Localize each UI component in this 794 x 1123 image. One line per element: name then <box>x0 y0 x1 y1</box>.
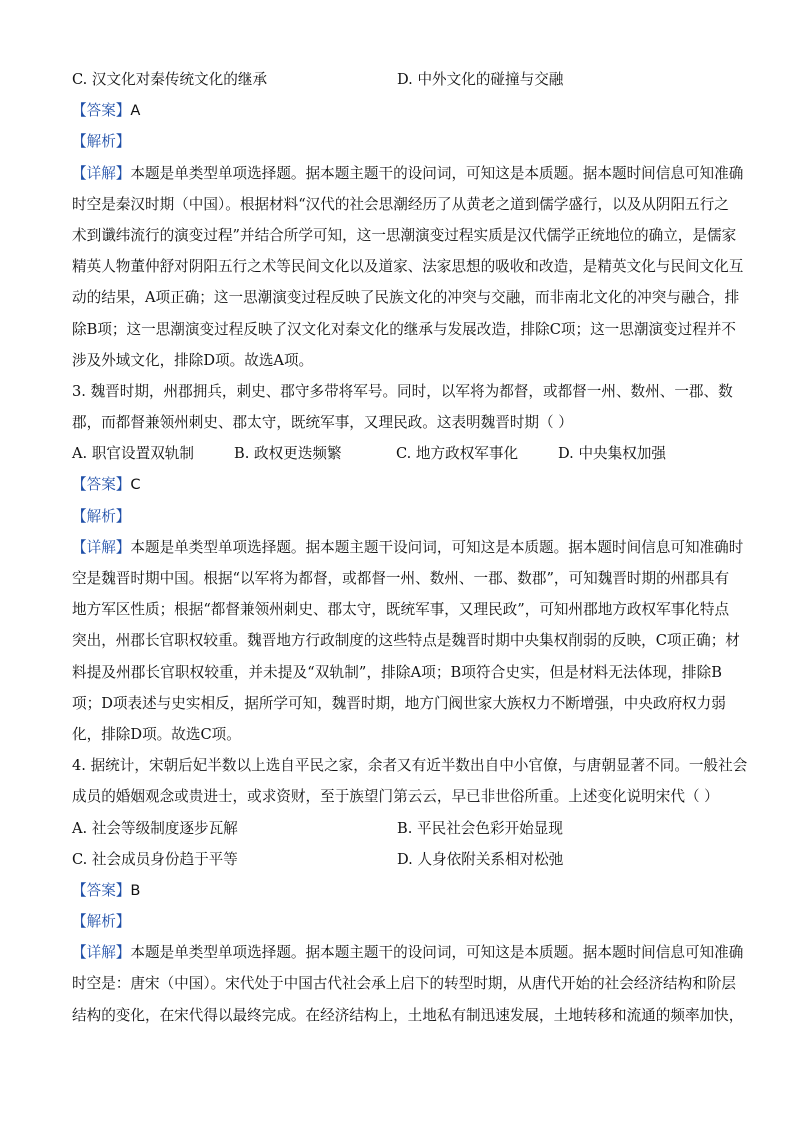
q3-options-row <box>72 438 722 469</box>
q4-detail-line: 结构的变化，在宋代得以最终完成。在经济结构上，土地私有制迅速发展，土地转移和流通的频率加快， <box>72 1006 744 1024</box>
answer-value: B <box>130 881 141 899</box>
q2-detail-line: 时空是秦汉时期（中国）。根据材料“汉代的社会思潮经历了从黄老之道到儒学盛行，以及从阴阳五行之 <box>72 195 729 213</box>
q4-answer <box>72 875 722 906</box>
q2-answer <box>72 95 722 126</box>
q2-option-c: C. 汉文化对秦传统文化的继承 <box>72 71 268 88</box>
q3-detail-line: 【详解】本题是单类型单项选择题。据本题主题干设问词，可知这是本质题。据本题时间信息可知准确时 <box>72 538 744 556</box>
q3-stem-line: 郡，而都督兼领州刺史、郡太守，既统军事，又理民政。这表明魏晋时期（ ） <box>72 414 573 432</box>
answer-value: A <box>130 102 141 120</box>
q2-detail-line: 动的结果，A项正确；这一思潮演变过程反映了民族文化的冲突与交融，而非南北文化的冲突与融合，排 <box>72 289 740 307</box>
q3-option-a: A. 职官设置双轨制 <box>72 445 194 463</box>
q3-detail-line: 化，排除D项。故选C项。 <box>72 725 241 743</box>
q4-options-row-2 <box>72 844 722 875</box>
q4-stem-line: 4. 据统计，宋朝后妃半数以上选自平民之家，余者又有近半数出自中小官僚，与唐朝显著不同。一般社会 <box>72 757 748 775</box>
analysis-tag: 【解析】 <box>72 913 131 931</box>
q4-option-d: D. 人身依附关系相对松弛 <box>397 850 564 868</box>
q2-detail-line: 涉及外域文化，排除D项。故选A项。 <box>72 351 314 369</box>
q3-detail-line: 地方军区性质；根据“都督兼领州刺史、郡太守，既统军事，又理民政”，可知州郡地方政权军事化特点 <box>72 601 730 619</box>
q2-detail-line: 【详解】本题是单类型单项选择题。据本题主题干的设问词，可知这是本质题。据本题时间信息可知准确 <box>72 164 744 182</box>
q2-detail-line: 精英人物董仲舒对阴阳五行之术等民间文化以及道家、法家思想的吸收和改造，是精英文化与民间文化互 <box>72 258 744 276</box>
q3-detail-line: 突出，州郡长官职权较重。魏晋地方行政制度的这些特点是魏晋时期中央集权削弱的反映，C项正确；材 <box>72 632 740 650</box>
q2-options-row <box>72 64 722 95</box>
q3-detail-line: 空是魏晋时期中国。根据“以军将为都督，或都督一州、数州、一郡、数郡”，可知魏晋时期的州郡具有 <box>72 570 730 587</box>
q4-options-row-1 <box>72 813 722 844</box>
answer-tag: 【答案】 <box>72 881 131 899</box>
q4-detail-line: 【详解】本题是单类型单项选择题。据本题主题干的设问词，可知这是本质题。据本题时间信息可知准确 <box>72 944 744 962</box>
analysis-tag: 【解析】 <box>72 133 131 151</box>
q3-analysis-heading <box>72 501 722 532</box>
q2-option-d: D. 中外文化的碰撞与交融 <box>397 71 564 88</box>
q2-detail-line: 除B项；这一思潮演变过程反映了汉文化对秦文化的继承与发展改造，排除C项；这一思潮演变过程并不 <box>72 320 737 338</box>
answer-value: C <box>130 476 141 494</box>
q3-answer <box>72 469 722 500</box>
exam-page <box>72 64 748 1031</box>
q4-detail-line: 时空是：唐宋（中国）。宋代处于中国古代社会承上启下的转型时期，从唐代开始的社会经济结构和阶层 <box>72 975 737 993</box>
q3-option-c: C. 地方政权军事化 <box>396 445 519 463</box>
detail-tag: 【详解】 <box>72 944 131 962</box>
q3-detail-line: 项；D项表述与史实相反，据所学可知，魏晋时期，地方门阀世家大族权力不断增强，中央政府权力弱 <box>72 694 726 712</box>
q3-detail-line: 料提及州郡长官职权较重，并未提及“双轨制”，排除A项；B项符合史实，但是材料无法体现，排除B <box>72 663 722 681</box>
detail-tag: 【详解】 <box>72 538 131 556</box>
q4-option-a: A. 社会等级制度逐步瓦解 <box>72 819 238 837</box>
q2-detail-line: 术到谶纬流行的演变过程”并结合所学可知，这一思潮演变过程实质是汉代儒学正统地位的确立，是儒家 <box>72 226 737 244</box>
answer-tag: 【答案】 <box>72 102 131 120</box>
q3-option-b: B. 政权更迭频繁 <box>234 445 342 463</box>
q4-stem-line: 成员的婚姻观念或贵进士，或求资财，至于族望门第云云，早已非世俗所重。上述变化说明宋代（ ） <box>72 788 719 806</box>
q3-option-d: D. 中央集权加强 <box>558 445 667 463</box>
q2-analysis-heading <box>72 126 722 157</box>
answer-tag: 【答案】 <box>72 476 131 494</box>
q4-option-b: B. 平民社会色彩开始显现 <box>397 819 563 837</box>
q4-analysis-heading <box>72 906 722 937</box>
q3-stem-line: 3. 魏晋时期，州郡拥兵，刺史、郡守多带将军号。同时，以军将为都督，或都督一州、数州、一郡、数 <box>72 382 733 400</box>
analysis-tag: 【解析】 <box>72 507 131 525</box>
q4-option-c: C. 社会成员身份趋于平等 <box>72 850 238 868</box>
detail-tag: 【详解】 <box>72 164 131 182</box>
